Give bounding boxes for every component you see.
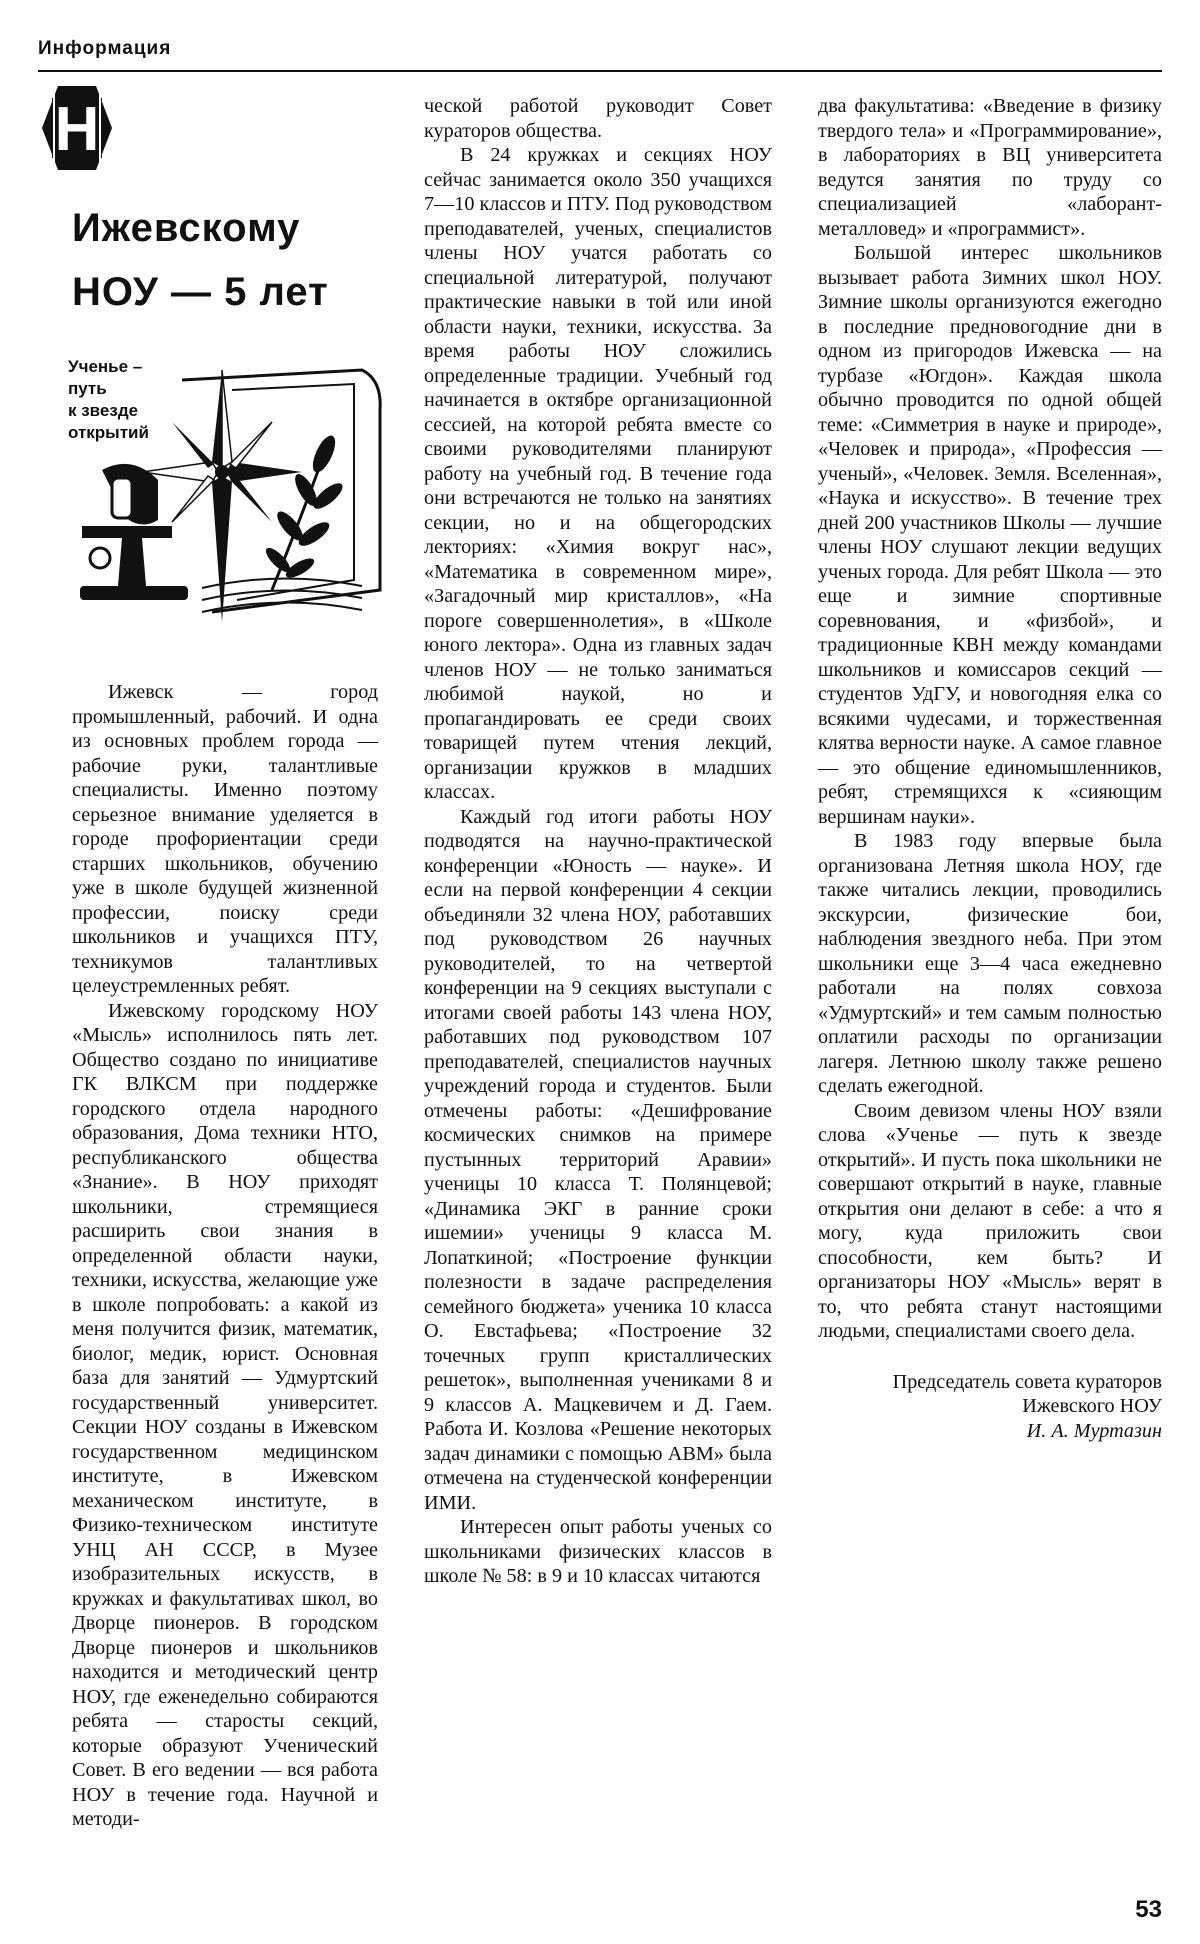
signature-line-1: Председатель совета кураторов xyxy=(892,1370,1162,1393)
paragraph: Своим девизом члены НОУ взяли слова «Ученье — путь к звезде открытий». И пусть пока школьники не совершают открытий в науке, главные открытия они делают в себе: а что я могу, куда приложить свои способности, кем быть? И организаторы НОУ «Мысль» верят в то, что ребята станут настоящими людьми, специалистами своего дела. xyxy=(818,1099,1162,1342)
signature-line-2: Ижевского НОУ xyxy=(1022,1395,1162,1417)
microscope-icon xyxy=(80,464,188,600)
paragraph: Интересен опыт работы ученых со школьниками физических классов в школе № 58: в 9 и 10 классах читаются xyxy=(424,1516,772,1587)
paragraph: В 24 кружках и секциях НОУ сейчас занимается около 350 учащихся 7—10 классов и ПТУ. Под руководством преподавателей, ученых, специалистов члены НОУ учатся работать со специальной литературой, получают практические навыки в той или иной области науки, техники, искусства. За время работы НОУ сложились определенные традиции. Учебный год начинается в октябре организационной сессией, на которой ребята вместе со своими руководителями планируют работу на учебный год. В течение года они встречаются не только на занятиях секции, но и на общегородских лекториях: «Химия вокруг нас», «Математика в современном мире», «Загадочный мир кристаллов», «На пороге совершеннолетия», в «Школе юного лектора». Одна из главных задач членов НОУ — не только заниматься любимой наукой, но и пропагандировать ее среди своих товарищей путем чтения лекций, организации кружков в младших классах. xyxy=(424,144,772,803)
title-line-2: НОУ — 5 лет xyxy=(72,270,329,314)
paragraph: Каждый год итоги работы НОУ подводятся на научно-практической конференции «Юность — науке». И если на первой конференции 4 секции объединяли 32 члена НОУ, работавших под руководством 26 научных руководителей, то на четвертой конференции на 9 секциях выступали с итогами своей работы 143 члена НОУ, работавших под руководством 107 преподавателей, специалистов научных учреждений города и студентов. Были отмечены работы: «Дешифрование космических снимков на примере пустынных территорий Аравии» ученицы 10 класса Т. Полянцевой; «Динамика ЭКГ в ранние сроки ишемии» ученицы 9 класса М. Лопаткиной; «Построение функции полезности в задаче распределения семейного бюджета» ученика 10 класса О. Евстафьева; «Построение 32 точечных групп кристаллических решеток», выполненная учениками 8 и 9 классов А. Мацкевичем и Д. Гаем. Работа И. Козлова «Решение некоторых задач динамики с помощью АВМ» была отмечена на студенческой конференции ИМИ. xyxy=(424,805,772,1514)
paragraph: В 1983 году впервые была организована Летняя школа НОУ, где также читались лекции, проводились экскурсии, физические бои, наблюдения звездного неба. При этом школьники еще 3—4 часа ежедневно работали на полях совхоза «Удмуртский» и тем самым полностью оплатили расходы по организации лагеря. Летнюю школу также решено сделать ежегодной. xyxy=(818,830,1162,1097)
illustration-motto xyxy=(68,356,188,444)
paragraph: Ижевскому городскому НОУ «Мысль» исполнилось пять лет. Общество создано по инициативе ГК ВЛКСМ при поддержке городского отдела народного образования, Дома техники НТО, республиканского общества «Знание». В НОУ приходят школьники, стремящиеся расширить свои знания в определенной области науки, техники, искусства, желающие уже в школе попробовать: а какой из меня получится физик, математик, биолог, медик, юрист. Основная база для занятий — Удмуртский государственный университет. Секции НОУ созданы в Ижевском государственном медицинском институте, в Ижевском механическом институте, в Физико-техническом институте УНЦ АН СССР, в Музее изобразительных искусств, в кружках и факультативах школ, во Дворце пионеров. В городском Дворце пионеров и школьников находится и методический центр НОУ, где еженедельно собираются ребята — старосты секций, которые образуют Ученический Совет. В его ведении — вся работа НОУ в течение года. Научной и методи- xyxy=(72,999,378,1830)
page-header xyxy=(38,36,1162,72)
article-column-1 xyxy=(72,680,378,1832)
author-name: И. А. Муртазин xyxy=(1026,1419,1162,1442)
article-column-2 xyxy=(424,94,772,1589)
article-title xyxy=(72,196,372,324)
motto-line-3: к звезде xyxy=(68,401,139,420)
page-number: 53 xyxy=(1135,1896,1162,1923)
laurel-branch-icon xyxy=(262,432,346,590)
section-label: Информация xyxy=(38,38,172,59)
motto-line-4: открытий xyxy=(68,423,149,442)
article-column-3 xyxy=(818,94,1162,1443)
title-line-1: Ижевскому xyxy=(72,206,301,250)
author-signature xyxy=(818,1370,1162,1444)
paragraph: два факультатива: «Введение в физику твердого тела» и «Программирование», в лабораториях в ВЦ университета ведутся занятия по труду со специализацией «лаборант-металловед» и «программист». xyxy=(818,95,1162,240)
paragraph: Большой интерес школьников вызывает работа Зимних школ НОУ. Зимние школы организуются ежегодно в последние предновогодние дни в одном из пригородов Ижевска — на турбазе «Югдон». Каждая школа обычно проводится по одной общей теме: «Симметрия в науке и природе», «Человек и природа», «Профессия — ученый», «Человек. Земля. Вселенная», «Наука и искусство». В течение трех дней 200 участников Школы — лучшие члены НОУ слушают лекции ведущих ученых города. Для ребят Школа — это еще и зимние спортивные соревнования, и «физбой», и традиционные КВН между командами школьников и комиссаров секций — студентов УдГУ, и новогодняя елка со всякими чудесами, и торжественная клятва верности науке. А самое главное — это общение единомышленников, ребят, стремящихся к «сияющим вершинам науки». xyxy=(818,242,1162,828)
section-logo-icon xyxy=(40,84,114,172)
logo-letter: Н xyxy=(54,95,100,164)
motto-line-2: путь xyxy=(68,379,107,398)
paragraph: Ижевск — город промышленный, рабочий. И одна из основных проблем города — рабочие руки, талантливые специалисты. Именно поэтому серьезное внимание уделяется в городе профориентации среди старших школьников, обучению уже в школе будущей жизненной профессии, поиску среди школьников и учащихся ПТУ, техникумов талантливых целеустремленных ребят. xyxy=(72,681,378,997)
motto-line-1: Ученье – xyxy=(68,357,143,376)
paragraph: ческой работой руководит Совет кураторов общества. xyxy=(424,95,772,142)
